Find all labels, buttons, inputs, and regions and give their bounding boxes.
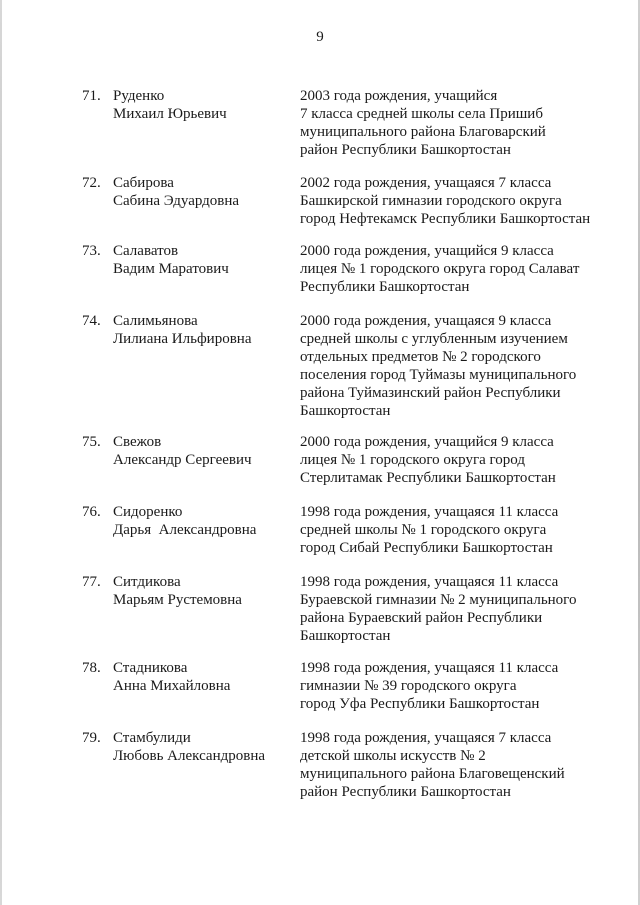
description-line: 1998 года рождения, учащаяся 11 класса [300,574,559,590]
entry-number: 77. [82,574,101,590]
description-line: поселения город Туймазы муниципального [300,367,577,383]
surname: Руденко [113,88,165,104]
surname: Стадникова [113,660,188,676]
description-line: муниципального района Благоварский [300,124,546,140]
given-names: Михаил Юрьевич [113,106,227,122]
given-names: Лилиана Ильфировна [113,331,252,347]
description-line: Бураевской гимназии № 2 муниципального [300,592,577,608]
surname: Ситдикова [113,574,181,590]
given-names: Сабина Эдуардовна [113,193,240,209]
person-name [113,242,293,278]
description-line: лицея № 1 городского округа город Салават [300,261,580,277]
surname: Сабирова [113,175,174,191]
description-line: 1998 года рождения, учащаяся 11 класса [300,504,559,520]
description-line: района Бураевский район Республики [300,610,543,626]
given-names: Дарья Александровна [113,522,257,538]
surname: Салимьянова [113,313,198,329]
person-name [113,659,293,695]
person-description [300,503,620,557]
description-line: 2000 года рождения, учащийся 9 класса [300,434,554,450]
description-line: район Республики Башкортостан [300,142,511,158]
description-line: Республики Башкортостан [300,279,470,295]
person-description [300,174,620,228]
person-description [300,659,620,713]
surname: Сидоренко [113,504,183,520]
person-description [300,729,620,801]
description-line: 2003 года рождения, учащийся [300,88,498,104]
description-line: средней школы № 1 городского округа [300,522,547,538]
description-line: 1998 года рождения, учащаяся 7 класса [300,730,552,746]
description-line: гимназии № 39 городского округа [300,678,517,694]
entry-number: 75. [82,434,101,450]
person-name [113,729,293,765]
given-names: Любовь Александровна [113,748,265,764]
entry-number: 74. [82,313,101,329]
description-line: детской школы искусств № 2 [300,748,486,764]
page-number: 9 [316,29,324,45]
person-description [300,573,620,645]
given-names: Марьям Рустемовна [113,592,242,608]
person-description [300,433,620,487]
description-line: отдельных предметов № 2 городского [300,349,541,365]
description-line: 2002 года рождения, учащаяся 7 класса [300,175,552,191]
surname: Свежов [113,434,162,450]
description-line: Стерлитамак Республики Башкортостан [300,470,556,486]
person-name [113,503,293,539]
description-line: лицея № 1 городского округа город [300,452,525,468]
person-description [300,87,620,159]
person-description [300,242,620,296]
description-line: района Туймазинский район Республики [300,385,561,401]
description-line: муниципального района Благовещенский [300,766,565,782]
given-names: Александр Сергеевич [113,452,252,468]
entry-number: 76. [82,504,101,520]
person-name [113,573,293,609]
description-line: 1998 года рождения, учащаяся 11 класса [300,660,559,676]
scan-left-edge [0,0,2,905]
person-name [113,312,293,348]
given-names: Анна Михайловна [113,678,231,694]
given-names: Вадим Маратович [113,261,229,277]
description-line: район Республики Башкортостан [300,784,511,800]
description-line: Башкирской гимназии городского округа [300,193,562,209]
entry-number: 72. [82,175,101,191]
surname: Стамбулиди [113,730,191,746]
entry-number: 79. [82,730,101,746]
person-name [113,87,293,123]
description-line: город Нефтекамск Республики Башкортостан [300,211,591,227]
entry-number: 71. [82,88,101,104]
description-line: Башкортостан [300,628,391,644]
person-name [113,433,293,469]
description-line: 2000 года рождения, учащаяся 9 класса [300,313,552,329]
description-line: город Сибай Республики Башкортостан [300,540,553,556]
description-line: 2000 года рождения, учащийся 9 класса [300,243,554,259]
description-line: средней школы с углубленным изучением [300,331,568,347]
entry-number: 73. [82,243,101,259]
entry-number: 78. [82,660,101,676]
surname: Салаватов [113,243,179,259]
person-description [300,312,620,420]
description-line: 7 класса средней школы села Пришиб [300,106,543,122]
description-line: Башкортостан [300,403,391,419]
description-line: город Уфа Республики Башкортостан [300,696,540,712]
person-name [113,174,293,210]
